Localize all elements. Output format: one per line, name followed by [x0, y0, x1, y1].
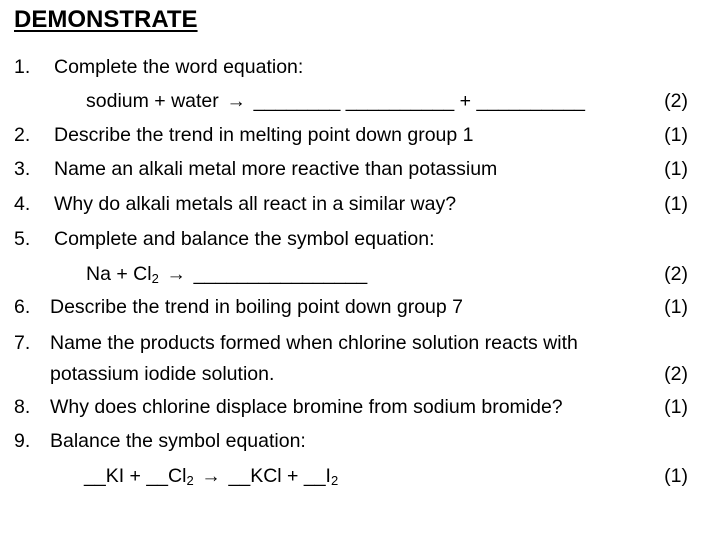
question-8-number: 8.	[14, 396, 31, 418]
question-3-marks: (1)	[664, 158, 688, 180]
equation-products-blank: ________________	[193, 263, 368, 285]
question-2-number: 2.	[14, 124, 31, 146]
word-equation	[86, 86, 585, 116]
question-5-number: 5.	[14, 228, 31, 250]
question-7-continued	[0, 359, 720, 389]
equation-reactants: Na + Cl	[86, 263, 152, 285]
symbol-equation	[84, 461, 338, 491]
subscript: 2	[330, 473, 339, 488]
question-4-text: Why do alkali metals all react in a similar way?	[54, 193, 457, 215]
question-2-marks: (1)	[664, 124, 688, 146]
question-2-text: Describe the trend in melting point down group 1	[54, 124, 474, 146]
question-9-equation	[0, 461, 720, 491]
page-title: DEMONSTRATE	[14, 6, 198, 33]
subscript: 2	[151, 271, 159, 286]
equation-reactants: __KI + __Cl	[84, 465, 187, 487]
question-7-number: 7.	[14, 332, 31, 354]
question-5-equation	[0, 259, 720, 289]
question-9-number: 9.	[14, 430, 31, 452]
question-4-marks: (1)	[664, 193, 688, 215]
arrow-right-icon: →	[226, 90, 246, 112]
question-9-text: Balance the symbol equation:	[50, 430, 306, 452]
question-7-marks: (2)	[664, 363, 688, 385]
arrow-right-icon: →	[166, 263, 186, 285]
question-7-text-line-2: potassium iodide solution.	[50, 363, 275, 385]
question-6-number: 6.	[14, 296, 31, 318]
equation-products: __KCl + __I	[228, 465, 331, 487]
arrow-right-icon: →	[201, 465, 221, 487]
question-1-number: 1.	[14, 56, 31, 78]
question-6-marks: (1)	[664, 296, 688, 318]
question-8	[0, 392, 720, 422]
question-1-marks: (2)	[664, 90, 688, 112]
question-3-number: 3.	[14, 158, 31, 180]
question-1-equation	[0, 86, 720, 116]
question-4	[0, 189, 720, 219]
question-8-marks: (1)	[664, 396, 688, 418]
question-4-number: 4.	[14, 193, 31, 215]
equation-products-blanks: ________ __________ + __________	[253, 90, 585, 112]
question-5-marks: (2)	[664, 263, 688, 285]
question-6-text: Describe the trend in boiling point down group 7	[50, 296, 464, 318]
question-3	[0, 154, 720, 184]
question-8-text: Why does chlorine displace bromine from sodium bromide?	[50, 396, 563, 418]
question-5-text: Complete and balance the symbol equation:	[54, 228, 435, 250]
symbol-equation	[86, 259, 367, 289]
question-2	[0, 120, 720, 150]
question-5	[0, 224, 720, 254]
equation-reactants: sodium + water	[86, 90, 219, 112]
subscript: 2	[186, 473, 194, 488]
question-1	[0, 52, 720, 82]
question-1-text: Complete the word equation:	[54, 56, 304, 78]
question-7-text-line-1: Name the products formed when chlorine solution reacts with	[50, 332, 578, 354]
question-9-marks: (1)	[664, 465, 688, 487]
question-9	[0, 426, 720, 456]
question-3-text: Name an alkali metal more reactive than potassium	[54, 158, 498, 180]
question-7	[0, 328, 720, 358]
question-6	[0, 292, 720, 322]
